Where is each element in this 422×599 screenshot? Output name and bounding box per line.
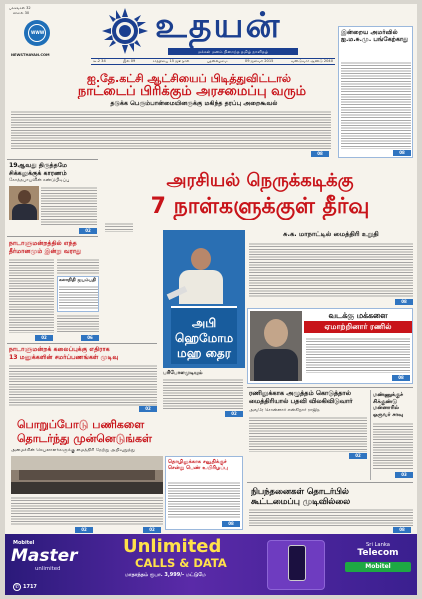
jobs-group-photo xyxy=(11,456,163,494)
left2-inset-body xyxy=(59,285,98,309)
podium xyxy=(171,306,237,364)
date-bar-issue: இல 09 xyxy=(123,59,136,64)
divider xyxy=(247,482,413,483)
date-bar-year: வண்டுவார் ஆண்டு 2040 xyxy=(290,59,333,64)
date-bar-tamil-date: சாந்தியை 15 ஜூ நாள் xyxy=(152,59,190,64)
saudi-body xyxy=(168,481,240,519)
left2-inset-title: கலாநிதி ஜயம்பதி xyxy=(59,278,96,283)
saudi-story-box xyxy=(165,456,243,530)
left2-title: நாடாளுமன்றத்தில் எந்த தீர்மானமும் இன்று வராது xyxy=(9,240,82,255)
ad-right-brand-3: Mobitel xyxy=(365,563,391,570)
conditions-title-2: கூட்டமைப்பு முடிவில்லை xyxy=(251,496,351,506)
right-small-title: மண்ணுக்குச் சிக்குண்டு மன்னாரில் ஒருவர் சாவு xyxy=(373,392,404,418)
left3-title-2: 13 மனுக்களின் சமர்ப்பணங்கள் முடிவு xyxy=(9,354,119,361)
date-bar-date: 09 ஜனவரி 2015 xyxy=(244,59,274,64)
north-story-more-button[interactable]: 08 xyxy=(392,375,410,381)
date-bar-weekday: புதன்கிழமை xyxy=(206,59,228,64)
ad-phone: 1717 xyxy=(23,584,37,590)
date-bar xyxy=(91,58,335,65)
saudi-more-button[interactable]: 08 xyxy=(222,521,240,527)
ad-brand-3: unlimited xyxy=(35,566,61,572)
mid-small-body xyxy=(163,378,243,410)
divider xyxy=(247,387,413,388)
page-count: பக்கங்கள் 32 xyxy=(9,6,31,10)
north-people-story-box xyxy=(247,308,413,384)
ad-brand-2: Master xyxy=(11,546,78,566)
banner-headline-2: 7 நாள்களுக்குள் தீர்வு xyxy=(150,194,370,219)
ranil-subtitle: அவரே சொன்னார் என்கிறார் ராஜித xyxy=(249,408,320,413)
ad-headline-2: CALLS & DATA xyxy=(135,556,227,570)
left2-more-button-1[interactable]: 02 xyxy=(35,335,53,341)
masthead-tagline: மக்கள் மனம் நிறைந்த தமிழ் நாளிதழ் xyxy=(168,48,298,55)
left2-body-left xyxy=(9,258,54,333)
price-label: விலை 30 xyxy=(13,11,30,15)
divider xyxy=(7,159,98,160)
top-right-title: இன்றைய அமர்வில் ஐ.ம.சு.மு. பங்கேற்காது xyxy=(341,29,409,44)
ad-price: மாதாந்தம் ரூபா. 3,999/- மட்டுமே xyxy=(125,572,206,578)
website-label: NEWSTHAYAN.COM xyxy=(11,53,50,57)
jobs-title-1: பொறுப்போடு பணிகளை xyxy=(17,418,145,431)
left3-body xyxy=(9,364,157,406)
ranil-title-1: ரணிலுக்காக அழுத்தம் கொடுத்தால் xyxy=(249,390,351,397)
left3-title-1: நாடாளுமன்றக் கலைப்புக்கு எதிராக xyxy=(9,346,110,353)
lead-subhead: தடுக்க பெரும்பான்மையினருக்கு மகிந்த தரப்பு அறைகூவல் xyxy=(110,100,278,107)
right-small-more-button[interactable]: 03 xyxy=(395,472,413,478)
ad-right-brand-2: Telecom xyxy=(357,548,399,558)
ad-headline-1: Unlimited xyxy=(123,536,222,557)
ranil-title-2: மைத்திரியால் பதவி விலகிவிடுவார் xyxy=(249,398,353,405)
left2-more-button-2[interactable]: 06 xyxy=(81,335,99,341)
left1-more-button[interactable]: 02 xyxy=(79,228,97,234)
jobs-subtitle: அமைச்சின் செயலாளர்களுக்கு மைத்திரி நேற்று அறிவுறுத்து xyxy=(11,448,135,453)
mid-small-more-button[interactable]: 02 xyxy=(225,411,243,417)
jobs-body xyxy=(11,496,163,526)
mid-small-title: பரிபோளமுடியும் xyxy=(163,370,203,376)
center-more-button[interactable]: 08 xyxy=(395,299,413,305)
lead-headline-1: ஐ.தே.கட்சி ஆட்சியைப் பிடித்துவிட்டால் xyxy=(87,72,291,85)
center-right-headline: சு.க. மாநாட்டில் மைத்திரி உறுதி xyxy=(283,230,379,238)
ad-right-brand-3-badge xyxy=(345,562,411,572)
masthead-title: உதயன் xyxy=(155,5,282,46)
left3-more-button[interactable]: 02 xyxy=(139,406,157,412)
saudi-title: தொழிலுக்காக சவூதிக்குச் சென்று பெண் உயிரிழப்பு xyxy=(168,459,229,472)
left2-inset-box xyxy=(57,276,99,312)
lead-body-text xyxy=(11,110,331,150)
jobs-more-button-2[interactable]: 02 xyxy=(143,527,161,533)
divider xyxy=(370,390,371,480)
center-news-photo xyxy=(163,230,245,368)
north-story-title-2: ஏமாற்றினார் ரணில் xyxy=(324,322,392,331)
conditions-title-1: நிபந்தனைகள் தொடர்பில் xyxy=(251,486,349,496)
left1-title: 19ஆவது திருத்தமே சிக்கலுக்குக் காரணம் xyxy=(9,162,68,177)
mobitel-advertisement[interactable] xyxy=(5,534,417,595)
left1-subtitle: கோத்தபாயவின் கண்டுபிடிப்பு xyxy=(9,178,70,183)
north-story-body xyxy=(306,337,410,373)
date-bar-volume: கூ.2 34 xyxy=(93,59,106,64)
ad-right-brand-1: Sri Lanka xyxy=(366,542,390,548)
north-story-title-1: வடக்கு மக்களை xyxy=(328,311,388,320)
banner-body xyxy=(105,222,133,232)
north-story-photo xyxy=(250,311,302,381)
divider xyxy=(7,343,157,344)
north-story-title-2-banner xyxy=(304,321,412,333)
conditions-more-button[interactable]: 08 xyxy=(393,527,411,533)
ranil-body xyxy=(249,416,367,452)
ad-brand-1: Mobitel xyxy=(13,540,35,546)
newspaper-front-page xyxy=(5,4,417,595)
podium-slogan: அபி ஹெமோம மஹ தைர xyxy=(175,316,234,360)
lead-more-button[interactable]: 08 xyxy=(311,151,329,157)
divider xyxy=(7,236,98,237)
top-right-more-button[interactable]: 08 xyxy=(393,150,411,156)
ad-phone-image xyxy=(267,540,325,590)
sun-emblem-icon xyxy=(101,7,149,55)
left2-body-right-top xyxy=(57,258,99,274)
conditions-body xyxy=(249,508,413,528)
left2-body-right-bottom xyxy=(57,314,99,334)
right-small-body xyxy=(373,422,413,470)
center-right-body xyxy=(249,242,413,298)
jobs-title-2: தொடர்ந்து முன்னெடுங்கள் xyxy=(17,432,152,445)
ranil-more-button[interactable]: 02 xyxy=(349,453,367,459)
phone-icon: ✆ xyxy=(14,584,20,590)
top-right-story-box xyxy=(338,26,413,158)
lead-headline-2: நாட்டைப் பிரிக்கும் அரசமைப்பு வரும் xyxy=(77,84,307,99)
jobs-more-button-1[interactable]: 02 xyxy=(75,527,93,533)
left1-photo xyxy=(9,186,39,220)
top-right-body xyxy=(341,61,411,149)
banner-headline-1: அரசியல் நெருக்கடிக்கு xyxy=(166,170,354,191)
left1-body xyxy=(41,186,97,226)
globe-logo-icon: WWW xyxy=(24,20,50,46)
